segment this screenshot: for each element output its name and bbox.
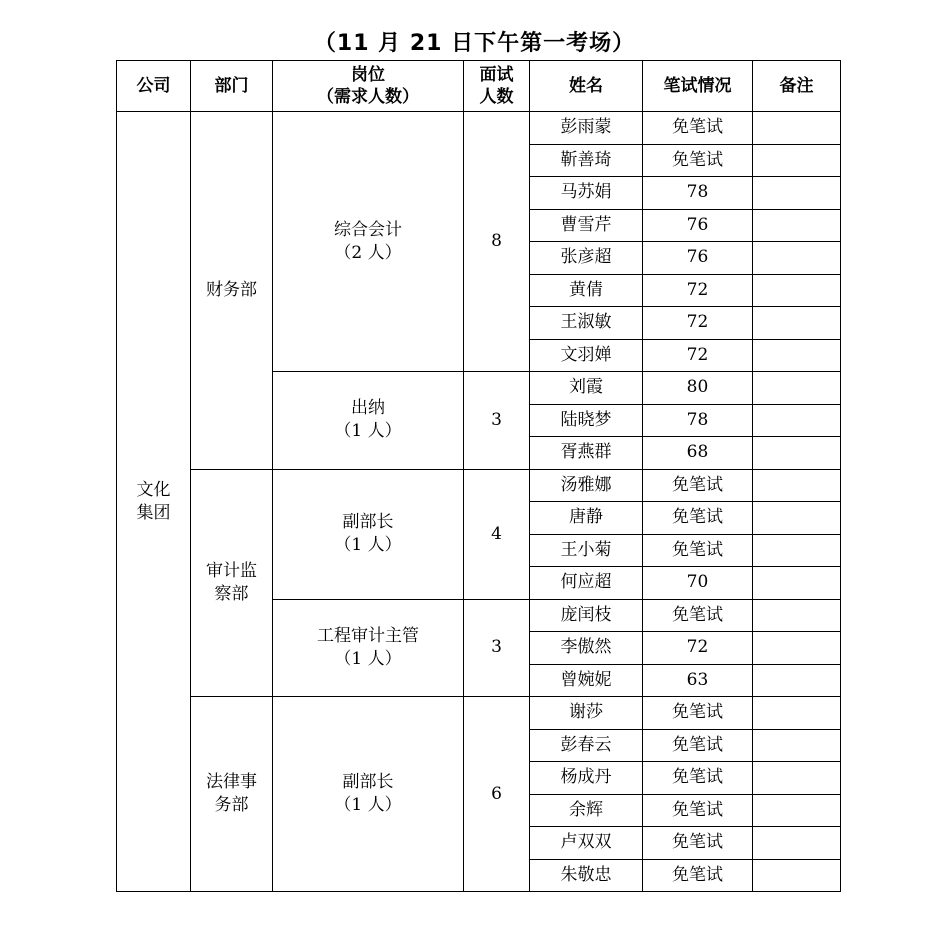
- written-result: 68: [643, 437, 753, 470]
- remark-cell: [753, 209, 841, 242]
- remark-cell: [753, 729, 841, 762]
- table-row: [117, 469, 841, 502]
- header-interview-line2: 人数: [479, 87, 514, 107]
- header-department: 部门: [191, 61, 273, 112]
- remark-cell: [753, 469, 841, 502]
- department-line2: 察部: [214, 583, 249, 604]
- table-header: [117, 61, 841, 112]
- remark-cell: [753, 567, 841, 600]
- position-cell: [273, 112, 464, 372]
- position-cell: [273, 469, 464, 599]
- candidate-name: 何应超: [530, 567, 643, 600]
- candidate-name: 刘霞: [530, 372, 643, 405]
- remark-cell: [753, 697, 841, 730]
- remark-cell: [753, 599, 841, 632]
- position-need: （2 人）: [334, 242, 402, 263]
- remark-cell: [753, 404, 841, 437]
- department-cell-finance: [191, 112, 273, 470]
- written-result: 免笔试: [643, 794, 753, 827]
- header-position-line1: 岗位: [351, 65, 385, 85]
- candidate-name: 李傲然: [530, 632, 643, 665]
- position-cell: [273, 599, 464, 697]
- remark-cell: [753, 762, 841, 795]
- interview-count-cell: 3: [464, 599, 530, 697]
- header-position-line2: （需求人数）: [317, 87, 419, 107]
- header-company: 公司: [117, 61, 191, 112]
- written-result: 免笔试: [643, 827, 753, 860]
- table-body: [117, 112, 841, 892]
- written-result: 免笔试: [643, 729, 753, 762]
- department-line1: 法律事: [206, 772, 257, 792]
- table-row: [117, 112, 841, 145]
- position-name: 工程审计主管: [317, 625, 419, 646]
- written-result: 76: [643, 209, 753, 242]
- remark-cell: [753, 144, 841, 177]
- header-remark: 备注: [753, 61, 841, 112]
- position-need: （1 人）: [334, 421, 402, 442]
- written-result: 72: [643, 632, 753, 665]
- remark-cell: [753, 827, 841, 860]
- department-line1: 审计监: [206, 560, 257, 581]
- remark-cell: [753, 177, 841, 210]
- interview-count-cell: 8: [464, 112, 530, 372]
- position-name: 综合会计: [334, 219, 402, 240]
- candidate-name: 余辉: [530, 794, 643, 827]
- written-result: 免笔试: [643, 859, 753, 892]
- candidate-name: 陆晓梦: [530, 404, 643, 437]
- remark-cell: [753, 307, 841, 340]
- written-result: 70: [643, 567, 753, 600]
- header-interview-line1: 面试: [479, 65, 514, 85]
- remark-cell: [753, 534, 841, 567]
- candidate-name: 靳善琦: [530, 144, 643, 177]
- position-name: 副部长: [342, 512, 394, 532]
- written-result: 免笔试: [643, 469, 753, 502]
- remark-cell: [753, 339, 841, 372]
- written-result: 免笔试: [643, 502, 753, 535]
- candidate-name: 庞闰枝: [530, 599, 643, 632]
- department-cell-audit: [191, 469, 273, 697]
- remark-cell: [753, 502, 841, 535]
- candidate-name: 马苏娟: [530, 177, 643, 210]
- position-need: （1 人）: [334, 648, 402, 669]
- written-result: 63: [643, 664, 753, 697]
- interview-count-cell: 3: [464, 372, 530, 470]
- candidate-name: 胥燕群: [530, 437, 643, 470]
- candidate-name: 王淑敏: [530, 307, 643, 340]
- written-result: 78: [643, 404, 753, 437]
- header-interview-count: [464, 61, 530, 112]
- position-need: （1 人）: [334, 535, 402, 555]
- company-cell: [117, 112, 191, 892]
- department-cell-legal: [191, 697, 273, 892]
- written-result: 免笔试: [643, 697, 753, 730]
- position-need: （1 人）: [334, 795, 402, 815]
- table-row: [117, 697, 841, 730]
- company-line2: 集团: [136, 502, 171, 523]
- candidate-name: 唐静: [530, 502, 643, 535]
- candidate-name: 谢莎: [530, 697, 643, 730]
- header-row: [117, 61, 841, 112]
- remark-cell: [753, 664, 841, 697]
- candidate-name: 卢双双: [530, 827, 643, 860]
- remark-cell: [753, 794, 841, 827]
- position-cell: [273, 372, 464, 470]
- written-result: 免笔试: [643, 599, 753, 632]
- remark-cell: [753, 274, 841, 307]
- candidate-name: 汤雅娜: [530, 469, 643, 502]
- candidate-name: 彭春云: [530, 729, 643, 762]
- remark-cell: [753, 437, 841, 470]
- written-result: 80: [643, 372, 753, 405]
- remark-cell: [753, 859, 841, 892]
- written-result: 78: [643, 177, 753, 210]
- candidate-name: 王小菊: [530, 534, 643, 567]
- remark-cell: [753, 112, 841, 145]
- header-name: 姓名: [530, 61, 643, 112]
- candidate-name: 曾婉妮: [530, 664, 643, 697]
- candidate-name: 黄倩: [530, 274, 643, 307]
- department-line1: 财务部: [206, 279, 257, 300]
- written-result: 免笔试: [643, 144, 753, 177]
- written-result: 76: [643, 242, 753, 275]
- candidate-name: 文羽婵: [530, 339, 643, 372]
- written-result: 免笔试: [643, 534, 753, 567]
- candidate-name: 张彦超: [530, 242, 643, 275]
- department-line2: 务部: [214, 795, 249, 815]
- remark-cell: [753, 632, 841, 665]
- header-position: [273, 61, 464, 112]
- remark-cell: [753, 372, 841, 405]
- written-result: 免笔试: [643, 112, 753, 145]
- written-result: 72: [643, 307, 753, 340]
- written-result: 72: [643, 274, 753, 307]
- remark-cell: [753, 242, 841, 275]
- candidate-name: 朱敬忠: [530, 859, 643, 892]
- exam-schedule-table: [116, 60, 841, 892]
- position-name: 出纳: [351, 398, 385, 419]
- written-result: 72: [643, 339, 753, 372]
- interview-count-cell: 4: [464, 469, 530, 599]
- position-cell: [273, 697, 464, 892]
- interview-count-cell: 6: [464, 697, 530, 892]
- page-title: （11 月 21 日下午第一考场）: [313, 31, 636, 56]
- candidate-name: 杨成丹: [530, 762, 643, 795]
- written-result: 免笔试: [643, 762, 753, 795]
- header-written: 笔试情况: [643, 61, 753, 112]
- company-line1: 文化: [136, 479, 171, 500]
- position-name: 副部长: [342, 772, 394, 792]
- candidate-name: 彭雨蒙: [530, 112, 643, 145]
- candidate-name: 曹雪芹: [530, 209, 643, 242]
